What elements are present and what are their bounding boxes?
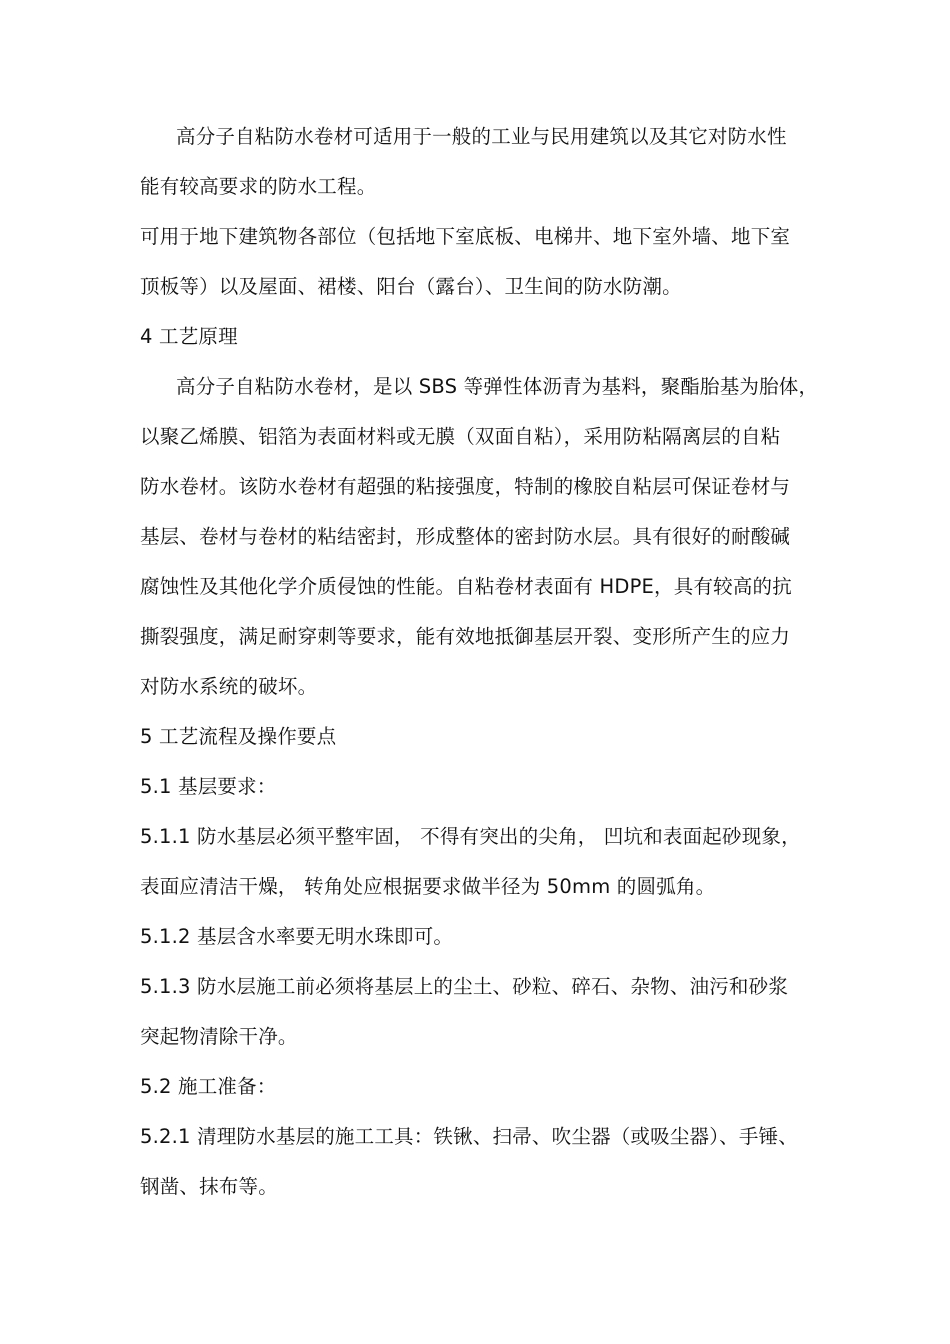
paragraph-line: 顶板等）以及屋面、裙楼、阳台（露台）、卫生间的防水防潮。 bbox=[140, 275, 682, 298]
paragraph-line: 以聚乙烯膜、铝箔为表面材料或无膜（双面自粘），采用防粘隔离层的自粘 bbox=[140, 425, 781, 448]
paragraph-line: 5.1.3 防水层施工前必须将基层上的尘土、砂粒、碎石、杂物、油污和砂浆 bbox=[140, 975, 789, 998]
paragraph-line: 基层、卷材与卷材的粘结密封，形成整体的密封防水层。具有很好的耐酸碱 bbox=[140, 525, 791, 548]
paragraph-line: 撕裂强度，满足耐穿刺等要求，能有效地抵御基层开裂、变形所产生的应力 bbox=[140, 625, 791, 648]
document-page bbox=[140, 112, 830, 1212]
paragraph-line: 5.2.1 清理防水基层的施工工具：铁锹、扫帚、吹尘器（或吸尘器）、手锤、 bbox=[140, 1125, 798, 1148]
subsection-heading: 5.2 施工准备： bbox=[140, 1075, 277, 1098]
paragraph-line: 表面应清洁干燥， 转角处应根据要求做半径为 50mm 的圆弧角。 bbox=[140, 875, 716, 898]
paragraph-line: 防水卷材。该防水卷材有超强的粘接强度，特制的橡胶自粘层可保证卷材与 bbox=[140, 475, 791, 498]
paragraph-line: 高分子自粘防水卷材，是以 SBS 等弹性体沥青为基料，聚酯胎基为胎体， bbox=[176, 375, 819, 398]
paragraph-line: 5.1.2 基层含水率要无明水珠即可。 bbox=[140, 925, 454, 948]
section-heading: 4 工艺原理 bbox=[140, 325, 238, 348]
paragraph-line: 突起物清除干净。 bbox=[140, 1025, 298, 1048]
paragraph-line: 5.1.1 防水基层必须平整牢固， 不得有突出的尖角， 凹坑和表面起砂现象， bbox=[140, 825, 801, 848]
paragraph-line: 高分子自粘防水卷材可适用于一般的工业与民用建筑以及其它对防水性 bbox=[176, 125, 787, 148]
paragraph-line: 对防水系统的破坏。 bbox=[140, 675, 318, 698]
section-heading: 5 工艺流程及操作要点 bbox=[140, 725, 337, 748]
paragraph-line: 可用于地下建筑物各部位（包括地下室底板、电梯井、地下室外墙、地下室 bbox=[140, 225, 791, 248]
subsection-heading: 5.1 基层要求： bbox=[140, 775, 277, 798]
paragraph-line: 能有较高要求的防水工程。 bbox=[140, 175, 377, 198]
paragraph-line: 钢凿、抹布等。 bbox=[140, 1175, 278, 1198]
paragraph-line: 腐蚀性及其他化学介质侵蚀的性能。自粘卷材表面有 HDPE，具有较高的抗 bbox=[140, 575, 792, 598]
